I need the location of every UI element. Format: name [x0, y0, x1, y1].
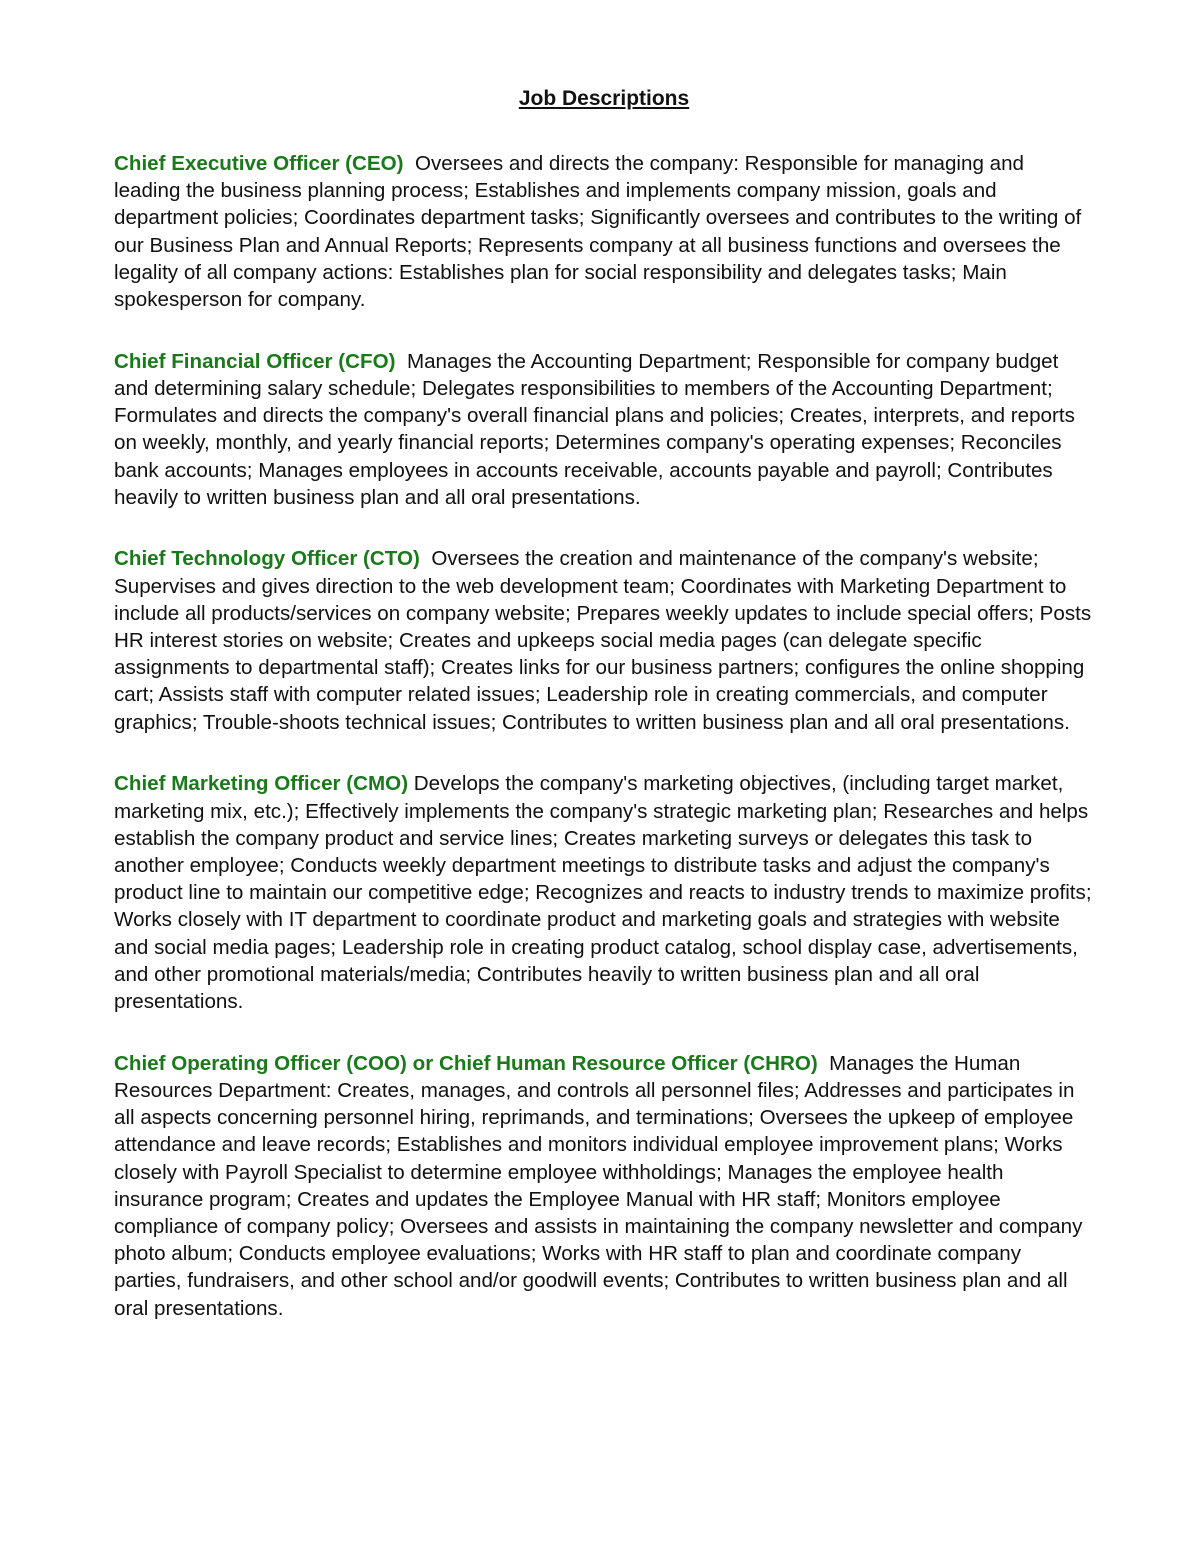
job-title-cmo: Chief Marketing Officer (CMO) — [114, 772, 409, 796]
document-title: Job Descriptions — [518, 87, 690, 110]
job-description-cfo: Manages the Accounting Department; Responsible for company budget and determining salary schedule; Delegates responsibilities to members of the Accounting Department; Formulates and directs the company's overall financial plans and policies; Creates, interprets, and reports on weekly, monthly, and yearly financial reports; Determines company's operating expenses; Reconciles bank accounts; Manages employees in accounts receivable, accounts payable and payroll; Contributes heavily to written business plan and all oral presentations. — [114, 349, 1075, 509]
job-description-cto: Oversees the creation and maintenance of the company's website; Supervises and gives direction to the web development team; Coordinates with Marketing Department to include all products/services on company website; Prepares weekly updates to include special offers; Posts HR interest stories on website; Creates and upkeeps social media pages (can delegate specific assignments to departmental staff); Creates links for our business partners; configures the online shopping cart; Assists staff with computer related issues; Leadership role in creating commercials, and computer graphics; Trouble-shoots technical issues; Contributes to written business plan and all oral presentations. — [114, 547, 1092, 734]
document-page — [114, 84, 1094, 1356]
job-title-cfo: Chief Financial Officer (CFO) — [114, 349, 396, 373]
job-description-coo: Manages the Human Resources Department: Creates, manages, and controls all personnel files; Addresses and participates in all aspects concerning personnel hiring, reprimands, and terminations; Oversees the upkeep of employee attendance and leave records; Establishes and monitors individual employee improvement plans; Works closely with Payroll Specialist to determine employee withholdings; Manages the employee health insurance program; Creates and updates the Employee Manual with HR staff; Monitors employee compliance of company policy; Oversees and assists in maintaining the company newsletter and company photo album; Conducts employee evaluations; Works with HR staff to plan and coordinate company parties, fundraisers, and other school and/or goodwill events; Contributes to written business plan and all oral presentations. — [114, 1051, 1083, 1320]
job-title-ceo: Chief Executive Officer (CEO) — [114, 152, 404, 175]
job-entry-coo — [114, 1050, 1094, 1322]
job-description-cmo: Develops the company's marketing objectives, (including target market, marketing mix, etc.); Effectively implements the company's strategic marketing plan; Researches and helps establish the company product and service lines; Creates marketing surveys or delegates this task to another employee; Conducts weekly department meetings to distribute tasks and adjust the company's product line to maintain our competitive edge; Recognizes and reacts to industry trends to maximize profits; Works closely with IT department to coordinate product and marketing goals and strategies with website and social media pages; Leadership role in creating product catalog, school display case, advertisements, and other promotional materials/media; Contributes heavily to written business plan and all oral presentations. — [114, 772, 1092, 1013]
job-entry-cmo — [114, 770, 1094, 1015]
job-title-coo: Chief Operating Officer (COO) or Chief Human Resource Officer (CHRO) — [114, 1051, 818, 1075]
job-description-ceo: Oversees and directs the company: Responsible for managing and leading the business planning process; Establishes and implements company mission, goals and department policies; Coordinates department tasks; Significantly oversees and contributes to the writing of our Business Plan and Annual Reports; Represents company at all business functions and oversees the legality of all company actions: Establishes plan for social responsibility and delegates tasks; Main spokesperson for company. — [114, 152, 1082, 312]
job-entry-cfo — [114, 348, 1094, 511]
job-entry-cto — [114, 545, 1094, 735]
job-entry-ceo — [114, 150, 1094, 313]
job-title-cto: Chief Technology Officer (CTO) — [114, 547, 420, 571]
